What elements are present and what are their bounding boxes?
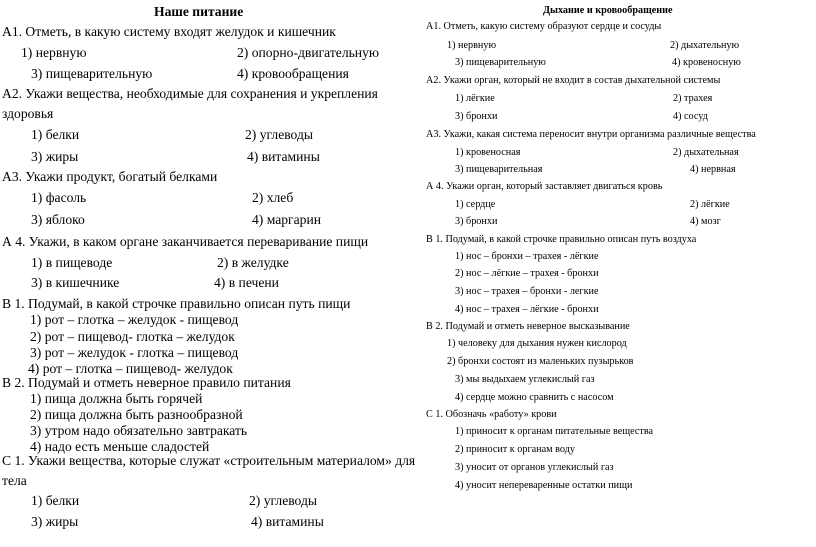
answer-option: 3) утром надо обязательно завтракать — [30, 423, 248, 438]
answer-option: 1) пища должна быть горячей — [30, 391, 203, 406]
answer-option: 1) сердце — [455, 199, 496, 210]
answer-option: 1) рот – глотка – желудок - пищевод — [30, 312, 239, 327]
answer-option: 3) бронхи — [455, 216, 498, 227]
answer-option: 3) рот – желудок - глотка – пищевод — [30, 345, 239, 360]
answer-option: 1) в пищеводе — [31, 255, 113, 270]
answer-option: 1) нервную — [21, 45, 87, 60]
answer-option: 3) пищеварительную — [455, 57, 546, 68]
answer-option: 2) лёгкие — [690, 199, 730, 210]
answer-option: 4) нервная — [690, 164, 736, 175]
answer-option: 2) углеводы — [249, 493, 318, 508]
answer-option: 3) жиры — [31, 149, 79, 164]
question-b2: В 2. Подумай и отметь неверное правило питания — [2, 375, 291, 390]
answer-option: 2) хлеб — [252, 190, 294, 205]
answer-option: 4) уносит непереваренные остатки пищи — [455, 480, 633, 491]
question-c1: С 1. Обозначь «работу» крови — [426, 409, 557, 420]
answer-option: 4) кровообращения — [237, 66, 349, 81]
answer-option: 2) дыхательную — [670, 40, 740, 51]
answer-option: 3) мы выдыхаем углекислый газ — [455, 374, 595, 385]
question-a2: А2. Укажи орган, который не входит в состав дыхательной системы — [426, 75, 721, 86]
question-a1: А1. Отметь, в какую систему входят желудок и кишечник — [2, 24, 336, 39]
answer-option: 1) нервную — [447, 40, 497, 51]
answer-option: 2) в желудке — [217, 255, 289, 270]
answer-option: 4) нос – трахея – лёгкие - бронхи — [455, 304, 599, 315]
left-title: Наше питание — [154, 4, 244, 19]
answer-option: 2) пища должна быть разнообразной — [30, 407, 243, 422]
answer-option: 1) белки — [31, 493, 80, 508]
question-c1-continued: тела — [2, 473, 27, 488]
answer-option: 4) мозг — [690, 216, 721, 227]
question-b2: В 2. Подумай и отметь неверное высказывание — [426, 321, 630, 332]
answer-option: 4) сосуд — [673, 111, 708, 122]
answer-option: 4) сердце можно сравнить с насосом — [455, 392, 614, 403]
answer-option: 4) в печени — [214, 275, 279, 290]
question-a3: А3. Укажи продукт, богатый белками — [2, 169, 218, 184]
answer-option: 3) жиры — [31, 514, 79, 529]
answer-option: 2) нос – лёгкие – трахея - бронхи — [455, 268, 599, 279]
answer-option: 4) витамины — [251, 514, 324, 529]
answer-option: 1) белки — [31, 127, 80, 142]
question-a3: А3. Укажи, какая система переносит внутри организма различные вещества — [426, 129, 756, 140]
answer-option: 1) фасоль — [31, 190, 87, 205]
question-b1: В 1. Подумай, в какой строчке правильно описан путь пищи — [2, 296, 351, 311]
question-b1: В 1. Подумай, в какой строчке правильно описан путь воздуха — [426, 234, 697, 245]
answer-option: 2) трахея — [673, 93, 713, 104]
answer-option: 3) в кишечнике — [31, 275, 120, 290]
answer-option: 3) бронхи — [455, 111, 498, 122]
question-a1: А1. Отметь, какую систему образуют сердце и сосуды — [426, 21, 662, 32]
answer-option: 3) пищеварительная — [455, 164, 543, 175]
answer-option: 2) приносит к органам воду — [455, 444, 575, 455]
answer-option: 2) бронхи состоят из маленьких пузырьков — [447, 356, 634, 367]
answer-option: 2) углеводы — [245, 127, 314, 142]
question-a2-continued: здоровья — [2, 106, 54, 121]
question-a2: А2. Укажи вещества, необходимые для сохранения и укрепления — [2, 86, 378, 101]
answer-option: 1) приносит к органам питательные вещества — [455, 426, 654, 437]
answer-option: 4) рот – глотка – пищевод- желудок — [28, 361, 233, 376]
answer-option: 3) яблоко — [31, 212, 85, 227]
answer-option: 1) кровеносная — [455, 147, 521, 158]
answer-option: 1) человеку для дыхания нужен кислород — [447, 338, 627, 349]
question-a4: А 4. Укажи, в каком органе заканчивается переваривание пищи — [2, 234, 369, 249]
answer-option: 4) кровеносную — [672, 57, 741, 68]
answer-option: 4) витамины — [247, 149, 320, 164]
question-c1: С 1. Укажи вещества, которые служат «строительным материалом» для — [2, 453, 416, 468]
answer-option: 1) нос – бронхи – трахея - лёгкие — [455, 251, 599, 262]
answer-option: 3) нос – трахея – бронхи - легкие — [455, 286, 599, 297]
answer-option: 2) дыхательная — [673, 147, 739, 158]
answer-option: 2) рот – пищевод- глотка – желудок — [30, 329, 235, 344]
answer-option: 4) маргарин — [252, 212, 322, 227]
answer-option: 3) уносит от органов углекислый газ — [455, 462, 614, 473]
answer-option: 1) лёгкие — [455, 93, 495, 104]
answer-option: 3) пищеварительную — [31, 66, 153, 81]
answer-option: 4) надо есть меньше сладостей — [30, 439, 210, 454]
answer-option: 2) опорно-двигательную — [237, 45, 380, 60]
right-title: Дыхание и кровообращение — [543, 5, 673, 16]
question-a4: А 4. Укажи орган, который заставляет двигаться кровь — [426, 181, 663, 192]
